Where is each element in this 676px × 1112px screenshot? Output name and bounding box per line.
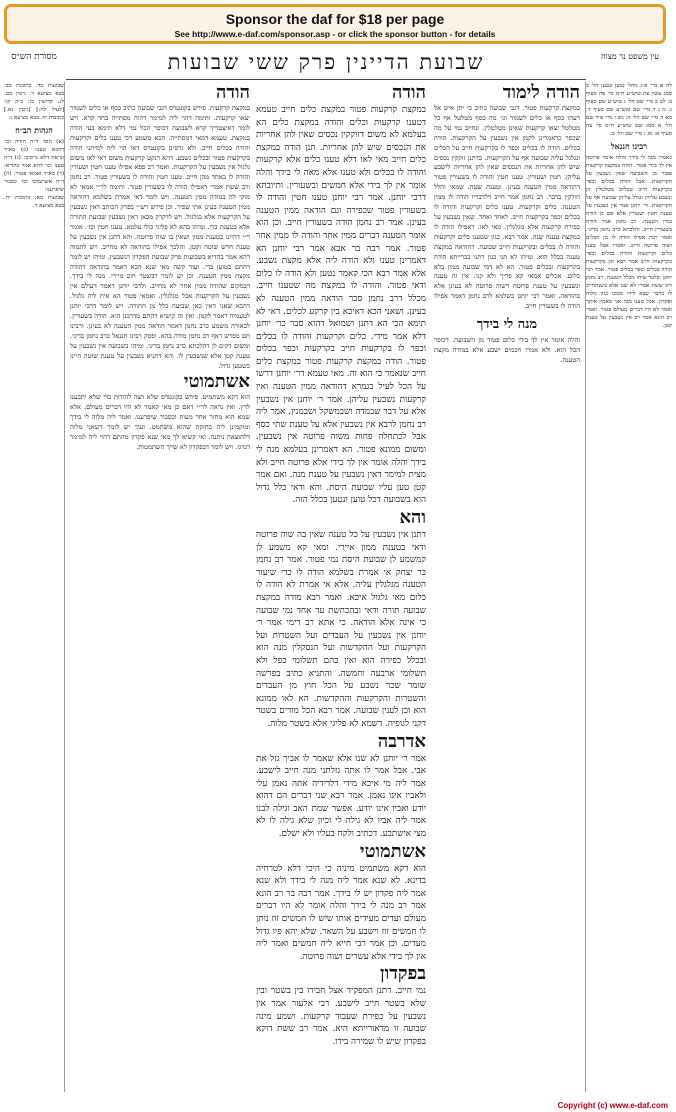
gemara-text-4: הוא דקא משתמיט מיניה כי היכי דלא לטרחיה בדינא. לא שנא אמר ליה מנה לי בידך ולא שנא אמר ליה פקדון יש לי בידך. אמר רבה בר רב הונא אמר רב מנה לי בידך והלה אומר לא היו דברים מעולם ועדים מעידים אותו שיש לו חמשים זוז נותן לו חמשים זוז וישבע על השאר. שלא יהא פיו גדול מעדים. וכן אמר רבי חייא ליה חמשים ואמר ליה אין לך בידי אלא עשרים ושוה פרוטה. [256,863,426,962]
sponsor-subtitle[interactable]: See http://www.e-daf.com/sponsor.asp - or click the sponsor button - for details [174,29,496,39]
tosafot-dibbur-2: אשתמוטי [183,371,250,393]
masoret-heading: מסורת הש״ס [11,52,57,62]
ein-mishpat-text: לח א מיי׳ פ״ג מהל׳ טוען ונטען הל׳ ב סמג עשין צה טוש״ע ח״מ סי׳ פח סעיף ב: לט ב מיי׳ שם הל׳ ג טוש״ע שם סעיף ג: מ ג ד מיי׳ שם טוש״ע שם סעיף ד: מא ה מיי׳ שם הל׳ ה: מב ו מיי׳ פ״ד שם הל׳ א סמג שם טוש״ע ח״מ סי׳ צה סעיף א: מג ז מיי׳ שם הל׳ ב: [586,83,672,137]
header-rule [66,79,586,80]
masoret-bottom: שבועות מא: כתובות יח. בבא מציעא ד. [4,195,64,209]
rabbeinu-chananel-text: כאמרו מנה לי בידך והלה אומר פרוטה אין לך בידי פטור. הודה במקצת קרקעות פטור מן השבועה שאין נשבעין על הקרקעות. אבל הודה בכלים וכפר בקרקעות חייב שכלים מטלטלין הן ונשבע עליהן ונגלל עליהן שבועה אף על הקרקעות. ור׳ יוחנן אמר אין נשבעין על טענת חטין ושעורין אלא אם כן הודה במין הטענה. רב נחמן אמר הודה בשעורין חייב. והלכתא כרב נחמן בדיני. ואמר רבה אפילו הודה לו מן הכלים ושוה פרוטה חייב. ואמרו אבל טענו כלים וקרקעות והודה בכלים וכפר בקרקעות חייב אמר רבא וכן בקרקעות הודה בכלים וכפר בכלים פטור. אמר רבי יוחנן ובלבד שיהו מכלל הטענה. רב נחמן ורב ששת אמרי לא שנו אלא בשנתחייב לו בדבר שבא לידו ממונו כגון מלוה ופקדון. אבל טענו מנה אני מאמין אותך ואמר לא היו דברים מעולם פטור. ואמר רב הונא אמר רב אין נשבעין על טענת קטן. [586,155,672,329]
rabbeinu-chananel-title: רבינו חננאל [610,141,648,151]
tosafot-column [70,82,250,1092]
gemara-dibbur-3: אדרבה [377,730,426,752]
gemara-text-1: במקצת קרקעות פטור במקצת כלים חייב טעמא דטענו קרקעות וכלים והודה במקצת כלים הא בעלמא לא משום דזוקקין נכסים שאין להן אחריות את הנכסים שיש להן אחריות. תנן הודה במקצת כלים חייב מאי לאו דלא טענו כלים אלא קרקעות והודה לו בכלים ולא טענו אלא מאה לי בידך והלה אומר אין לך בידי אלא חמשים ובשעורין. ותיובתא דרבי יוחנן. אמר רבי יוחנן טענו חטין והודה לו בשעורין פטור שכפירה וגם הודאה ממין הטענה בעינן. אמר רב נחמן הודה בשעורין חייב. וכן הוא אומר הטענה דברים ממין אחד והודה לו ממין אחר פטור. אמר רבה בר אבא אמר רבי יוחנן הא דאמרינן טענו ולא הודה ליה אלא מקצת נשבע. אלא אמר רבא הכי קאמר נטען ולא הודה לו כלום ודאי פטור. והודה לו במקצת מה שטענו חייב. מכלל דרב נחמן סבר הודאה ממין הטענה לא בעינן. ושאני הכא דאיכא בין קרקע לכלים. דאי לא תימא הכי הא דתנן ושמואל דהוא סבר כר׳ יוחנן דלא אמר מידי. כלים וקרקעות והודה לו בכלים וכפר לו בקרקעות חייב בקרקעות וכפר בכלים פטור. הודה במקצת קרקעות פטור במקצת כלים חייב שנאמר כי הוא זה. מאי טעמא דר׳ יוחנן דרשו על הכל לעיל בגמרא דהודאה ממין הטענה ואין קרקעות נשבעין עליהן. אמר ר׳ יוחנן אין נשבעין אלא על דבר שבמדה ושבמשקל ושבמנין. אמר ליה רב נחמן לרבא אין נשבעין אלא על טענת שתי כסף אבל לכתחלה פחות משוה פרוטה אין נשבעין. ומשום ממונא פטור. הא דאמרינן בעלמא מנה לי בידך והלה אומר אין לך בידי אלא פרוטה חייב ולא מצית למימר דאין נשבעין על טענת מנה. ואם אמר קטן טען עליו שבועת היסת. והא ודאי כלל גדול הוא בשבועה דכל טוען ונטען בכלל הזה. [256,105,426,506]
gemara-text-5: נמי חייב. דתנן המפקיד אצל חבירו בין בשטר ובין שלא בשטר חייב לישבע. רבי אלעזר אמר אין נשבעין על כפירת שעבוד קרקעות. ושמע מינה שבועה זו מדאורייתא היא. אמר רב ששת דוקא בפקדון שיש לו שמירה בידו. [256,986,426,1047]
gemara-text-2: דתנן אין נשבעין על כל טענה שאין בה שוה פרוטה ודאי בטענת ממון איירי. ומאי קא משמע לן קמשמע לן שבועת היסת נמי פטור. אמר רב נחמן בר יצחק אי אמרת בשלמא הודה לו כדי שיעור הטענה מגלגלין עליה. אלא אי אמרת לא הודה לו כלום מאי גלגול איכא. ואמר רבא מודה במקצת שבועה תורה ודאי ובהכחשת עד אחד נמי שבועה כי אינה אלא הודאה. כי אתא רב דימי אמר ר׳ יוחנן אין נשבעין על העבדים ועל השטרות ועל הקרקעות ועל ההקדשות ועל הנסקלין מנה הוא ובכלל כפירה הוא ואין בהם תשלומי כפל ולא תשלומי ארבעה וחמשה. והתניא כתיב בפרשה שומר שכר נשבע על הכל חוץ מן העבדים והשטרות והקרקעות וההקדשות. הא לאו ממונא הוא וכן לענין שבועה. אמר רבא הכל מודים בשטר דקני לגופיה. דשמא לא פליגי אלא בשטר מלוה. [256,530,426,729]
copyright-notice[interactable]: Copyright (c) www.e-daf.com [557,1101,668,1110]
rashi-dibbur-hamatchil: הודה לימוד [502,82,580,103]
tosafot-text-1: במקצת קרקעות. פירש בקונטרס דגבי שבועה כתיב כסף או כלים לשמור יצאו קרקעות. ותימה דהוי ליה למימר דהוה מסתייה בחד קרא. ויש לומר דאיצטריך קרא לשבועה דכופר הכל נמי דלא תימא בעי הודה במקצת. טעמא דמאי דמסתייה. הכא משמע דכי טענו כלים וקרקעות והודה בכלים חייב. ולא גרסינן בקונטרס דאי הוי ליה למיתני הודה בקרקעות פטור ובכלים נשבע. דהא דנקט קרקעות משום דאי לאו משום גלגול אין נשבעין על הקרקעות. ואמר רב פפא אפילו טענו חטין ושעורין והודה לו באחד מהן חייב. טענו חטין והודה לו בשעורין פטור. רב נחמן ורב ששת אמרי דאפילו הודה לו בשעורין פטור. ותימה לר״י אמאי לא מוקי לה במודה ממין הטענה. ויש לומר דאי אמרת בשלמא דהודאה ממין הטענה בעינן אתי שפיר. וכן פירש רש״י בפרק הכותב דאין נשבעין על הקרקעות אלא בגלגול. ויש לדקדק מכאן דאין נשבעין שבועת התורה אלא בטענת ברי. ומיהו בהא לא פליגי כולי עלמא. טענו חטין וכו׳. אומר ר״י דהיינו בטענת ממון ושאין בו שוה פרוטה. והא דתנן אין נשבעין על טענת חרש שוטה וקטן. והלכך אפילו בהודאה לא מחייב. ויש לתמוה דהא אמר בהדיא בשבועות פרק שבועת הפקדון דנשבעין. ומיהו יש לומר דהתם בטוען ברי. ועוד קשה מאי שנא הכא דאמר בהודאה דהודה מקצת ממין הטענה. וכן יש לומר דבשטר חוב מיירי. מנה לי בידך. דבמקום שהודה ממין אחר לא מחייב. ולרבי יוחנן דאמר דעולם אין נשבעין על הקרקעות אבל מגלגלין. ואמאי פטור הא אית ליה גלגול. דהכא שאני דאין כאן שבועה כלל מן התורה. ויש לומר דרבי יוחנן לטעמיה דאמר לקמן. ואין זה קושיא דהתם מדרבנן הוא. הודה בשעורין. לכאורה משמע כרב נחמן דאמר הודאה ממין הטענה לא בעינן. ורבינו תם מפרש דאף רב נחמן מודה בהא. ופסק רבינו חננאל כרב נחמן בדיני. ומשום דקים לן דהלכתא כרב נחמן בדיני. ומיהו בשבועה אין נשבעין על טענת קטן אלא שנשבעין לו. והא דתניא נשבעין על טענת שוטה היינו כשטען גדול. [70,104,250,370]
rashi-bottom-dibbur: מנה לי בידך [476,317,538,333]
talmud-page [4,50,672,1094]
gemara-dibbur-2: והא [399,507,426,528]
page-header [4,50,672,80]
running-head: שבועת הדיינין פרק ששי שבועות [167,50,485,74]
masoret-text: שבועות מד. כתובות מב: בבא מציעא ד. גיטין מט. לג. קדושין כו: ב״ק קו: [לעיל לח:] [גיטין נא.] כתובות יח. בבא מציעא ג: [4,83,64,121]
sponsor-banner[interactable] [4,4,666,44]
ein-mishpat-heading: עין משפט נר מצוה [601,52,659,61]
tosafot-dibbur-1: הודה [216,82,250,103]
gemara-text-3: אמר ר׳ יוחנן לא שנו אלא שאמר לו אביך גזל את אבי. אבל אמר לו אתה גזלתני מנה חייב לישבע. אמר ליה מי איכא מידי דלדידיה אתה נאמן עלי ולאביו אינו נאמן. אמר רבא שני דברים הם דהוא יודע ואביו אינו יודע. אפשר שמת האב וגילה לבנו אמר ליה אביו לא גילה לי וכיון שלא גילה לו לא מצי אישתבע. דכתיב ולקח בעליו ולא ישלם. [256,753,426,840]
gemara-dibbur-1: הודה [392,82,426,103]
hagahot-text: (א) תוס׳ ד״ה הודה וכו׳ דהכא טענו: (ב) בא״ד ונראה דלא גרסינן: (ג) ד״ה טענו וכו׳ דהא אמר בהדיא: (ד) בא״ד ואמאי פטור: (ה) ד״ה אשתמוטי וכו׳ כסבור שיפרענו: [4,139,64,193]
ein-mishpat-column [585,82,672,1092]
masoret-column [4,82,65,1092]
sponsor-title: Sponsor the daf for $18 per page [225,11,445,27]
hagahot-title: הגהות הב״ח [15,125,53,135]
rashi-column [434,82,580,1092]
gemara-dibbur-4: אשתמוטי [359,840,426,862]
rashi-text: במקצת קרקעות פטור. דגבי שבועה כתיב כי יתן איש אל רעהו כסף או כלים לשמור וגו׳ מה כסף מטלטל אף כל מטלטל יצאו קרקעות שאינן מטלטלין. ונחייב נמי על מה שכפר כדאמרינן לקמן אין נשבעין על הקרקעות. הודה בכלים. הודה לו בכלים וכפר לו בקרקעות חייב על הכלים ונגלגל עליה שבועה אף על הקרקעות. כדתנן זוקקין נכסים שיש להן אחריות את הנכסים שאין להן אחריות לישבע עליהן. חטין ושעורין. טענו חטין והודה לו בשעורין פטור דהודאה ממין הטענה בעינן. וטענת שטה. שמאי והלל חולקין בדבר. רב נחמן אמר חייב דלדבריו הודה לו ממין הטענה. כלים וקרקעות. טענו כלים וקרקעות והודה לו בכלים וכפר בקרקעות חייב. לאחד ואחד. שאין נשבעין על כפירת קרקעות אלא מגלגלין. מאי לאו. דאפילו הודה לו במקצת טענה שנה. אמר רבא. כגון שטענו כלים וקרקעות והודה לו בכלים ובקרקעות חייב שבועה. דהודאה במקצת טענה בכלל הוא. ומיהו לא תני כגון דתני בברייתא הודה בקרקעות ובכלים פטור. הא לא דמי שבועה ממון בלא כלום. אכלים אמאי קא פריך ולא קני. אין זה טענה ונשבעין על טענת פרוטה דשוה פרוטה לא בעינן אלא בהודאה. ואמר רבי יוחנן בשלמא לרב נחמן דאמר אפילו הודה לו בשעורין חייב. [434,104,580,311]
gemara-dibbur-5: בפקדון [380,963,426,985]
gemara-column [256,82,426,1092]
rashi-bottom-text: והלה אומר אין לך בידי כלום פטור מן השבועה. דכופר הכל הוא. ולא אמרו חכמים ישבע אלא במודה מקצת הטענה. [434,336,580,364]
tosafot-text-2: הוא דקא משתמיט. פירש בקונטרס שלא רצה להודות כדי שלא יתבענו לדין. ואין נראה לר״י דאם כן מאי קאמר לא היו דברים מעולם. אלא שמא הוא מחזר אחר מעות וכסבור שיפרענו. ואמר ליה מלוה לי בידך ומוקמינן ליה בחזקת שהוא משתמט. ועוד יש לומר דשאני מלוה דלהוצאה ניתנה. ואי קשיא לך מאי שנא פקדון מהתם דהוי ליה למימר דמיגו. ויש לומר דבפקדון לא שייך השתמטות. [70,393,250,451]
